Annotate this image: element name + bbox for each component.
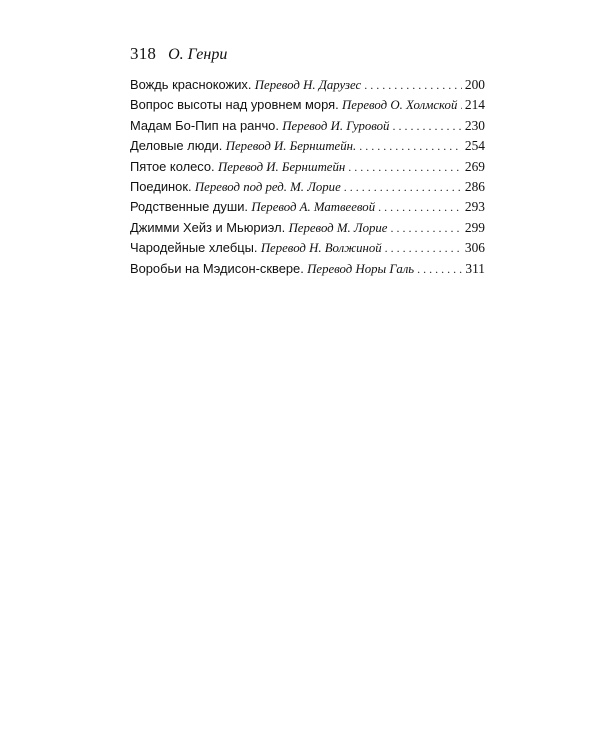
story-title: Джимми Хейз и Мьюриэл. [130,219,286,235]
toc-entry [130,240,485,260]
story-title: Родственные души. [130,199,249,215]
toc-entry [130,138,485,158]
story-title: Чародейные хлебцы. [130,240,258,256]
page-reference: 200 [464,77,485,92]
page-header [130,44,227,64]
toc-entry [130,77,485,97]
page-reference: 299 [464,219,485,235]
page-number: 318 [130,44,157,63]
toc-entry [130,179,485,199]
page-reference: 306 [464,240,485,256]
translator-credit: Перевод О. Холмской [342,98,458,113]
page-reference: 214 [464,97,485,113]
translator-credit: Перевод Н. Волжиной [260,241,382,256]
table-of-contents [130,77,485,281]
translator-credit: Перевод И. Гуровой [282,118,390,133]
page-reference: 269 [464,158,485,174]
story-title: Вопрос высоты над уровнем моря. [130,97,339,113]
translator-credit: Перевод под ред. М. Лорие [194,179,341,194]
toc-entry [130,118,485,138]
translator-credit: Перевод И. Бернштейн. [225,139,357,154]
story-title: Воробьи на Мэдисон-сквере. [130,260,304,276]
running-head-author: О. Генри [168,46,228,63]
toc-entry [130,220,485,240]
dot-leader [359,139,462,154]
toc-entry [130,97,485,117]
translator-credit: Перевод А. Матвеевой [251,200,376,215]
page-reference: 254 [464,138,485,154]
story-title: Мадам Бо-Пип на ранчо. [130,117,279,133]
dot-leader [385,241,462,256]
page-reference: 230 [464,117,485,133]
translator-credit: Перевод Н. Дарузес [254,78,362,92]
toc-entry [130,261,485,281]
dot-leader [378,200,462,215]
dot-leader [417,262,462,277]
toc-entry [130,199,485,219]
dot-leader [392,119,461,134]
page-reference: 311 [465,260,485,276]
translator-credit: Перевод И. Бернштейн [218,159,346,174]
translator-credit: Перевод Норы Галь [307,261,415,276]
dot-leader [390,221,461,236]
toc-entry [130,159,485,179]
story-title: Деловые люди. [130,138,223,154]
dot-leader [344,180,462,195]
dot-leader [460,98,462,113]
story-title: Вождь краснокожих. [130,77,252,92]
dot-leader [348,160,462,175]
translator-credit: Перевод М. Лорие [288,220,388,235]
dot-leader [364,78,462,93]
story-title: Поединок. [130,178,192,194]
page-reference: 293 [464,199,485,215]
page-reference: 286 [464,178,485,194]
story-title: Пятое колесо. [130,158,215,174]
